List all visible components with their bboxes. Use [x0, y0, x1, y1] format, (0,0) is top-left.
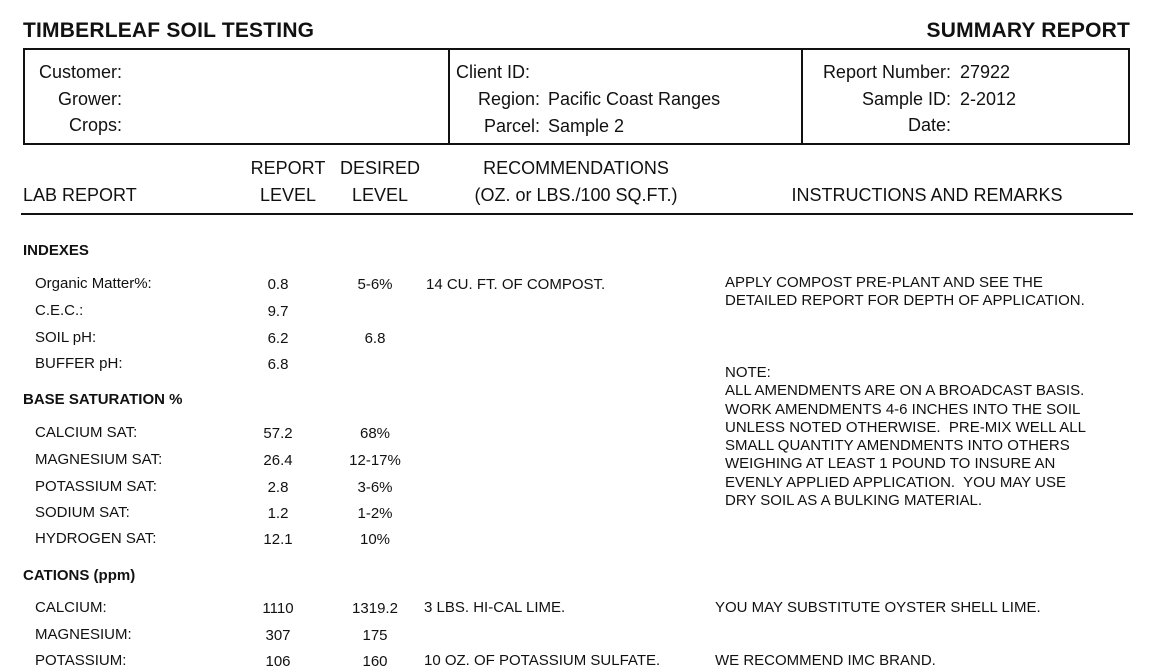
- row-label-sodium-sat: SODIUM SAT:: [35, 504, 130, 521]
- header-rule: [21, 213, 1133, 215]
- row-remark-potassium: WE RECOMMEND IMC BRAND.: [715, 652, 936, 669]
- report-number-label: Report Number:: [822, 62, 951, 82]
- row-label-cec: C.E.C.:: [35, 302, 84, 319]
- col-recommendations-1: RECOMMENDATIONS: [483, 158, 669, 178]
- row-rec-calcium: 3 LBS. HI-CAL LIME.: [424, 599, 566, 616]
- row-desired-sodium-sat: 1-2%: [357, 505, 393, 522]
- region-label: Region:: [477, 89, 540, 109]
- section-cations: CATIONS (ppm): [23, 567, 136, 584]
- col-recommendations-2: (OZ. or LBS./100 SQ.FT.): [474, 185, 678, 205]
- row-label-buffer-ph: BUFFER pH:: [35, 355, 123, 372]
- row-level-soil-ph: 6.2: [267, 330, 289, 347]
- crops-label: Crops:: [68, 115, 122, 135]
- row-level-calcium-sat: 57.2: [263, 425, 293, 442]
- row-level-calcium: 1110: [262, 600, 294, 617]
- row-label-magnesium: MAGNESIUM:: [35, 626, 132, 643]
- row-desired-soil-ph: 6.8: [364, 330, 386, 347]
- sample-id-value: 2-2012: [960, 89, 1017, 109]
- parcel-label: Parcel:: [483, 116, 540, 136]
- section-base-saturation: BASE SATURATION %: [23, 391, 183, 408]
- row-label-organic-matter: Organic Matter%:: [35, 275, 152, 292]
- col-desired-level-2: LEVEL: [351, 185, 409, 205]
- report-number-value: 27922: [960, 62, 1011, 82]
- info-divider-2: [801, 48, 803, 145]
- row-level-organic-matter: 0.8: [267, 276, 289, 293]
- col-desired-level-1: DESIRED: [339, 158, 420, 178]
- row-desired-organic-matter: 5-6%: [357, 276, 393, 293]
- sample-id-label: Sample ID:: [861, 89, 951, 109]
- report-type-title: SUMMARY REPORT: [926, 19, 1130, 42]
- row-desired-potassium: 160: [362, 653, 388, 670]
- parcel-value: Sample 2: [548, 116, 625, 136]
- row-level-magnesium: 307: [265, 627, 291, 644]
- row-rec-potassium: 10 OZ. OF POTASSIUM SULFATE.: [424, 652, 661, 669]
- row-level-potassium-sat: 2.8: [267, 479, 289, 496]
- row-desired-hydrogen-sat: 10%: [359, 531, 391, 548]
- row-rec-organic-matter: 14 CU. FT. OF COMPOST.: [426, 276, 606, 293]
- remark-note: NOTE: ALL AMENDMENTS ARE ON A BROADCAST BASIS. WORK AMENDMENTS 4-6 INCHES INTO THE SOIL UNLESS NOTED OTHERWISE. PRE-MIX WELL ALL SMALL QUANTITY AMENDMENTS INTO OTHERS WEIGHING AT LEAST 1 POUND TO INSURE AN EVENLY APPLIED APPLICATION. YOU MAY USE DRY SOIL AS A BULKING MATERIAL.: [725, 364, 1086, 510]
- row-label-soil-ph: SOIL pH:: [35, 329, 97, 346]
- row-desired-calcium: 1319.2: [352, 600, 398, 617]
- row-desired-potassium-sat: 3-6%: [357, 479, 393, 496]
- row-desired-calcium-sat: 68%: [359, 425, 391, 442]
- col-report-level-1: REPORT: [250, 158, 326, 178]
- row-label-potassium: POTASSIUM:: [35, 652, 127, 669]
- date-label: Date:: [907, 115, 951, 135]
- customer-label: Customer:: [38, 62, 122, 82]
- row-level-potassium: 106: [265, 653, 291, 670]
- section-indexes: INDEXES: [23, 242, 89, 259]
- row-level-cec: 9.7: [267, 303, 289, 320]
- row-label-calcium-sat: CALCIUM SAT:: [35, 424, 138, 441]
- col-lab-report: LAB REPORT: [23, 185, 137, 205]
- row-desired-magnesium: 175: [362, 627, 388, 644]
- client-id-label: Client ID:: [456, 62, 531, 82]
- row-level-hydrogen-sat: 12.1: [263, 531, 293, 548]
- row-desired-magnesium-sat: 12-17%: [349, 452, 401, 469]
- row-level-sodium-sat: 1.2: [267, 505, 289, 522]
- row-label-potassium-sat: POTASSIUM SAT:: [35, 478, 157, 495]
- region-value: Pacific Coast Ranges: [548, 89, 721, 109]
- col-report-level-2: LEVEL: [259, 185, 317, 205]
- row-label-magnesium-sat: MAGNESIUM SAT:: [35, 451, 163, 468]
- col-instructions: INSTRUCTIONS AND REMARKS: [791, 185, 1063, 205]
- row-remark-calcium: YOU MAY SUBSTITUTE OYSTER SHELL LIME.: [715, 599, 1041, 616]
- company-title: TIMBERLEAF SOIL TESTING: [23, 19, 315, 42]
- row-level-magnesium-sat: 26.4: [263, 452, 293, 469]
- row-level-buffer-ph: 6.8: [267, 356, 289, 373]
- grower-label: Grower:: [57, 89, 122, 109]
- row-label-calcium: CALCIUM:: [35, 599, 107, 616]
- remark-compost: APPLY COMPOST PRE-PLANT AND SEE THE DETAILED REPORT FOR DEPTH OF APPLICATION.: [725, 274, 1085, 310]
- row-label-hydrogen-sat: HYDROGEN SAT:: [35, 530, 157, 547]
